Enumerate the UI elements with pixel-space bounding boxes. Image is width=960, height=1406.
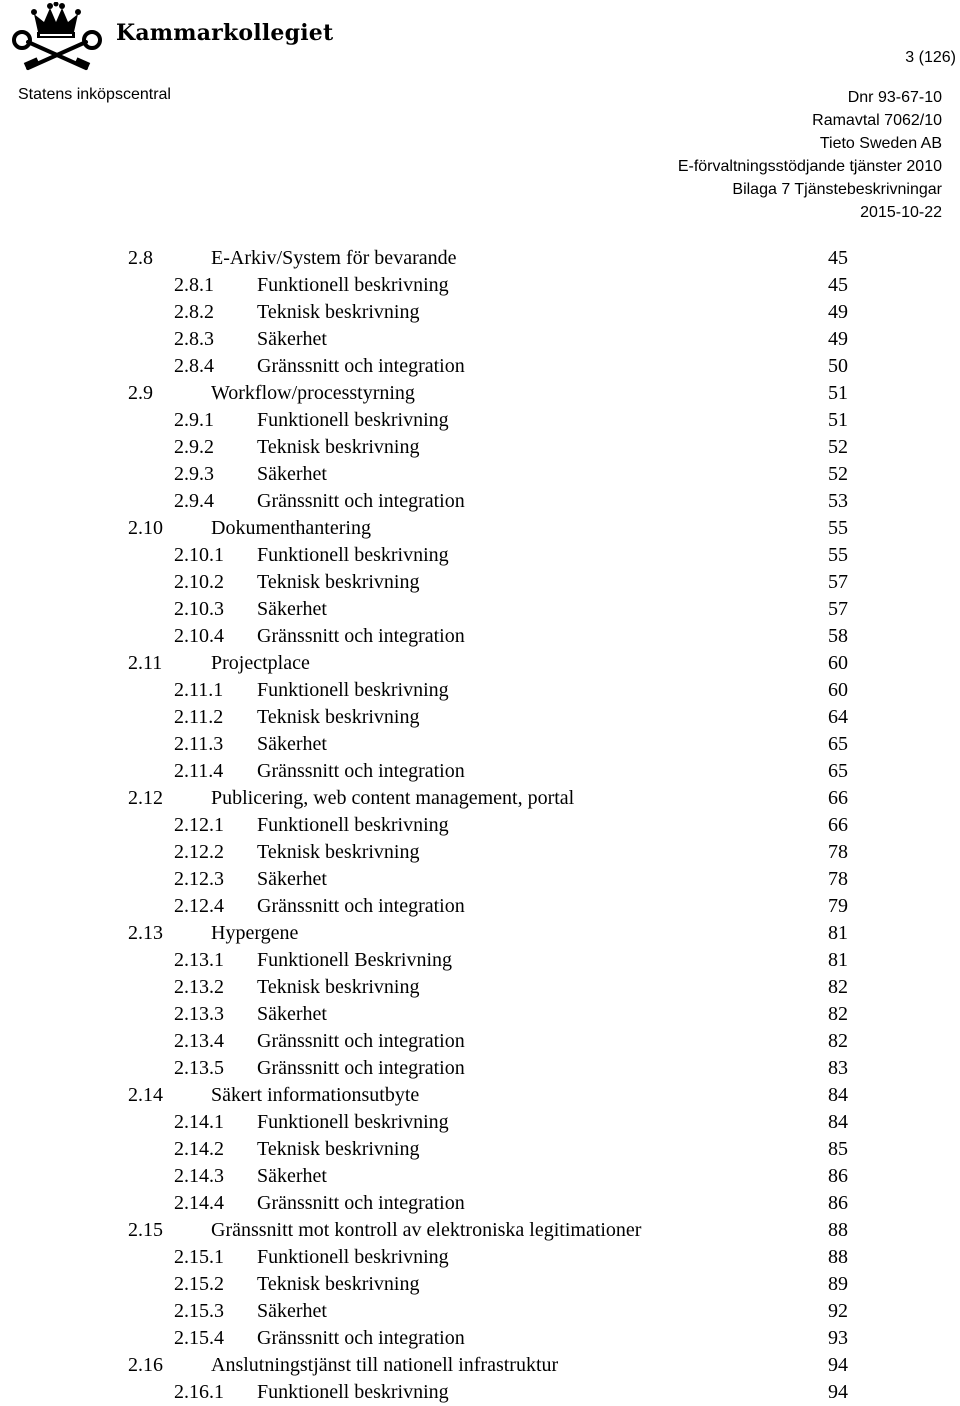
- toc-entry-number: 2.16: [128, 1354, 163, 1376]
- toc-entry-number: 2.12.1: [174, 814, 224, 836]
- toc-entry-number: 2.11: [128, 652, 163, 674]
- toc-entry-title: Funktionell beskrivning: [257, 409, 449, 431]
- toc-entry-title: Säkerhet: [257, 1003, 327, 1025]
- toc-entry-number: 2.9: [128, 382, 153, 404]
- toc-entry-title: Teknisk beskrivning: [257, 841, 420, 863]
- document-meta: [678, 86, 942, 224]
- toc-entry-title: Funktionell beskrivning: [257, 544, 449, 566]
- toc-entry-number: 2.15.4: [174, 1327, 224, 1349]
- toc-entry-page: 57: [828, 598, 848, 620]
- toc-entry-page: 57: [828, 571, 848, 593]
- meta-diary-number: Dnr 93-67-10: [847, 89, 942, 106]
- toc-entry-page: 64: [828, 706, 848, 728]
- toc-entry-title: Säkerhet: [257, 733, 327, 755]
- toc-entry[interactable]: [0, 353, 960, 380]
- meta-agreement-area: E-förvaltningsstödjande tjänster 2010: [677, 158, 942, 175]
- toc-entry-page: 51: [828, 409, 848, 431]
- toc-entry-number: 2.15.1: [174, 1246, 224, 1268]
- toc-entry-number: 2.16.1: [174, 1381, 224, 1403]
- table-of-contents: [0, 245, 960, 1406]
- toc-entry-page: 84: [828, 1084, 848, 1106]
- toc-entry-title: Teknisk beskrivning: [257, 976, 420, 998]
- toc-entry[interactable]: [0, 758, 960, 785]
- toc-entry[interactable]: [0, 407, 960, 434]
- toc-entry[interactable]: [0, 1055, 960, 1082]
- toc-entry[interactable]: [0, 1325, 960, 1352]
- toc-entry-page: 93: [828, 1327, 848, 1349]
- toc-entry-title: Funktionell beskrivning: [257, 814, 449, 836]
- toc-entry-number: 2.11.4: [174, 760, 224, 782]
- toc-entry-page: 50: [828, 355, 848, 377]
- meta-date: 2015-10-22: [860, 204, 942, 221]
- toc-entry-title: Workflow/processtyrning: [211, 382, 415, 404]
- toc-entry[interactable]: [0, 515, 960, 542]
- toc-entry-number: 2.15.3: [174, 1300, 224, 1322]
- toc-entry-number: 2.9.4: [174, 490, 214, 512]
- toc-entry-title: Teknisk beskrivning: [257, 301, 420, 323]
- toc-entry[interactable]: [0, 461, 960, 488]
- toc-entry-number: 2.9.3: [174, 463, 214, 485]
- toc-entry[interactable]: [0, 650, 960, 677]
- toc-entry-number: 2.14.3: [174, 1165, 224, 1187]
- toc-entry-number: 2.12.2: [174, 841, 224, 863]
- toc-entry-title: Gränssnitt mot kontroll av elektroniska legitimationer: [211, 1219, 642, 1241]
- toc-entry-page: 82: [828, 1003, 848, 1025]
- toc-entry-title: Teknisk beskrivning: [257, 1138, 420, 1160]
- toc-entry[interactable]: [0, 1136, 960, 1163]
- toc-entry-number: 2.14.2: [174, 1138, 224, 1160]
- toc-entry-page: 81: [828, 922, 848, 944]
- toc-entry-page: 79: [828, 895, 848, 917]
- toc-entry[interactable]: [0, 488, 960, 515]
- toc-entry-number: 2.11.1: [174, 679, 224, 701]
- toc-entry-title: Funktionell beskrivning: [257, 1381, 449, 1403]
- kammarkollegiet-logo: [6, 2, 334, 74]
- toc-entry-page: 52: [828, 463, 848, 485]
- toc-entry-page: 78: [828, 841, 848, 863]
- toc-entry-number: 2.8.3: [174, 328, 214, 350]
- toc-entry[interactable]: [0, 272, 960, 299]
- toc-entry-page: 49: [828, 301, 848, 323]
- toc-entry-number: 2.13.1: [174, 949, 224, 971]
- toc-entry-number: 2.9.1: [174, 409, 214, 431]
- toc-entry-page: 51: [828, 382, 848, 404]
- toc-entry[interactable]: [0, 380, 960, 407]
- toc-entry-page: 58: [828, 625, 848, 647]
- toc-entry-page: 88: [828, 1219, 848, 1241]
- toc-entry-page: 82: [828, 1030, 848, 1052]
- toc-entry[interactable]: [0, 623, 960, 650]
- toc-entry-title: Anslutningstjänst till nationell infrastruktur: [211, 1354, 559, 1376]
- toc-entry-page: 86: [828, 1165, 848, 1187]
- toc-entry-title: Gränssnitt och integration: [257, 1057, 465, 1079]
- toc-entry-number: 2.13.4: [174, 1030, 224, 1052]
- toc-entry-title: Gränssnitt och integration: [257, 1327, 465, 1349]
- toc-entry-title: Teknisk beskrivning: [257, 706, 420, 728]
- toc-entry-number: 2.9.2: [174, 436, 214, 458]
- toc-entry-title: Säkerhet: [257, 1300, 327, 1322]
- toc-entry-title: Teknisk beskrivning: [257, 571, 420, 593]
- toc-entry[interactable]: [0, 1028, 960, 1055]
- toc-entry-title: Gränssnitt och integration: [257, 895, 465, 917]
- toc-entry-number: 2.12: [128, 787, 163, 809]
- toc-entry-number: 2.8.1: [174, 274, 214, 296]
- issuer-name: Statens inköpscentral: [18, 86, 171, 103]
- toc-entry-number: 2.10.1: [174, 544, 224, 566]
- toc-entry-page: 66: [828, 814, 848, 836]
- toc-entry-page: 52: [828, 436, 848, 458]
- toc-entry-page: 94: [828, 1381, 848, 1403]
- toc-entry[interactable]: [0, 569, 960, 596]
- toc-entry-page: 81: [828, 949, 848, 971]
- logo-wordmark: Kammarkollegiet: [116, 20, 334, 46]
- toc-entry-number: 2.10: [128, 517, 163, 539]
- toc-entry-number: 2.11.2: [174, 706, 224, 728]
- toc-entry[interactable]: [0, 1190, 960, 1217]
- meta-appendix: Bilaga 7 Tjänstebeskrivningar: [732, 181, 942, 198]
- toc-entry[interactable]: [0, 920, 960, 947]
- toc-entry-title: Gränssnitt och integration: [257, 1030, 465, 1052]
- toc-entry[interactable]: [0, 326, 960, 353]
- toc-entry[interactable]: [0, 677, 960, 704]
- toc-entry[interactable]: [0, 1352, 960, 1379]
- toc-entry-title: Funktionell Beskrivning: [257, 949, 452, 971]
- toc-entry-number: 2.15.2: [174, 1273, 224, 1295]
- toc-entry-page: 92: [828, 1300, 848, 1322]
- toc-entry-number: 2.8.2: [174, 301, 214, 323]
- toc-entry[interactable]: [0, 974, 960, 1001]
- toc-entry-page: 86: [828, 1192, 848, 1214]
- toc-entry-number: 2.8: [128, 247, 153, 269]
- toc-entry-number: 2.14.4: [174, 1192, 224, 1214]
- toc-entry-page: 83: [828, 1057, 848, 1079]
- toc-entry-page: 53: [828, 490, 848, 512]
- toc-entry-title: Hypergene: [211, 922, 299, 944]
- toc-entry-page: 85: [828, 1138, 848, 1160]
- toc-entry-page: 94: [828, 1354, 848, 1376]
- toc-entry-title: Säkert informationsutbyte: [211, 1084, 420, 1106]
- toc-entry[interactable]: [0, 1082, 960, 1109]
- toc-entry[interactable]: [0, 596, 960, 623]
- toc-entry-title: Publicering, web content management, portal: [211, 787, 575, 809]
- toc-entry-page: 78: [828, 868, 848, 890]
- meta-framework-agreement: Ramavtal 7062/10: [812, 112, 942, 129]
- toc-entry-title: Funktionell beskrivning: [257, 274, 449, 296]
- toc-entry-title: Gränssnitt och integration: [257, 355, 465, 377]
- toc-entry-page: 65: [828, 733, 848, 755]
- toc-entry[interactable]: [0, 1217, 960, 1244]
- toc-entry[interactable]: [0, 812, 960, 839]
- toc-entry-number: 2.11.3: [174, 733, 224, 755]
- toc-entry-number: 2.10.2: [174, 571, 224, 593]
- toc-entry[interactable]: [0, 947, 960, 974]
- toc-entry[interactable]: [0, 434, 960, 461]
- toc-entry[interactable]: [0, 1109, 960, 1136]
- toc-entry[interactable]: [0, 839, 960, 866]
- toc-entry-page: 84: [828, 1111, 848, 1133]
- toc-entry-number: 2.10.4: [174, 625, 224, 647]
- toc-entry-title: Säkerhet: [257, 328, 327, 350]
- toc-entry-page: 45: [828, 247, 848, 269]
- toc-entry-title: Funktionell beskrivning: [257, 679, 449, 701]
- toc-entry-page: 89: [828, 1273, 848, 1295]
- toc-entry-page: 66: [828, 787, 848, 809]
- toc-entry[interactable]: [0, 1379, 960, 1406]
- toc-entry-page: 45: [828, 274, 848, 296]
- toc-entry-number: 2.15: [128, 1219, 163, 1241]
- toc-entry-number: 2.14: [128, 1084, 163, 1106]
- toc-entry-title: Teknisk beskrivning: [257, 436, 420, 458]
- toc-entry-title: Funktionell beskrivning: [257, 1246, 449, 1268]
- toc-entry-title: Säkerhet: [257, 1165, 327, 1187]
- toc-entry-number: 2.10.3: [174, 598, 224, 620]
- toc-entry-number: 2.14.1: [174, 1111, 224, 1133]
- toc-entry-title: Säkerhet: [257, 598, 327, 620]
- toc-entry-title: Dokumenthantering: [211, 517, 371, 539]
- toc-entry-number: 2.8.4: [174, 355, 214, 377]
- toc-entry-page: 65: [828, 760, 848, 782]
- toc-entry-title: Teknisk beskrivning: [257, 1273, 420, 1295]
- toc-entry-number: 2.13.3: [174, 1003, 224, 1025]
- toc-entry[interactable]: [0, 866, 960, 893]
- toc-entry-title: Gränssnitt och integration: [257, 1192, 465, 1214]
- toc-entry-page: 55: [828, 544, 848, 566]
- toc-entry-number: 2.13.5: [174, 1057, 224, 1079]
- page-number: 3 (126): [905, 49, 956, 66]
- toc-entry-page: 88: [828, 1246, 848, 1268]
- toc-entry[interactable]: [0, 542, 960, 569]
- toc-entry[interactable]: [0, 245, 960, 272]
- toc-entry[interactable]: [0, 299, 960, 326]
- toc-entry-title: Gränssnitt och integration: [257, 760, 465, 782]
- toc-entry[interactable]: [0, 1163, 960, 1190]
- toc-entry[interactable]: [0, 893, 960, 920]
- toc-entry-title: Säkerhet: [257, 463, 327, 485]
- toc-entry-title: Säkerhet: [257, 868, 327, 890]
- toc-entry-number: 2.12.3: [174, 868, 224, 890]
- toc-entry-title: Projectplace: [211, 652, 310, 674]
- toc-entry-number: 2.12.4: [174, 895, 224, 917]
- toc-entry-number: 2.13.2: [174, 976, 224, 998]
- toc-entry-page: 60: [828, 652, 848, 674]
- toc-entry[interactable]: [0, 731, 960, 758]
- toc-entry-page: 49: [828, 328, 848, 350]
- crown-and-keys-icon: [6, 2, 110, 74]
- toc-entry-page: 60: [828, 679, 848, 701]
- toc-entry[interactable]: [0, 1001, 960, 1028]
- toc-entry[interactable]: [0, 1244, 960, 1271]
- toc-entry-title: E-Arkiv/System för bevarande: [211, 247, 457, 269]
- toc-entry-page: 55: [828, 517, 848, 539]
- toc-entry-title: Gränssnitt och integration: [257, 625, 465, 647]
- toc-entry-number: 2.13: [128, 922, 163, 944]
- toc-entry[interactable]: [0, 1271, 960, 1298]
- toc-entry-title: Funktionell beskrivning: [257, 1111, 449, 1133]
- meta-supplier: Tieto Sweden AB: [819, 135, 942, 152]
- toc-entry-page: 82: [828, 976, 848, 998]
- toc-entry[interactable]: [0, 785, 960, 812]
- toc-entry[interactable]: [0, 704, 960, 731]
- toc-entry[interactable]: [0, 1298, 960, 1325]
- toc-entry-title: Gränssnitt och integration: [257, 490, 465, 512]
